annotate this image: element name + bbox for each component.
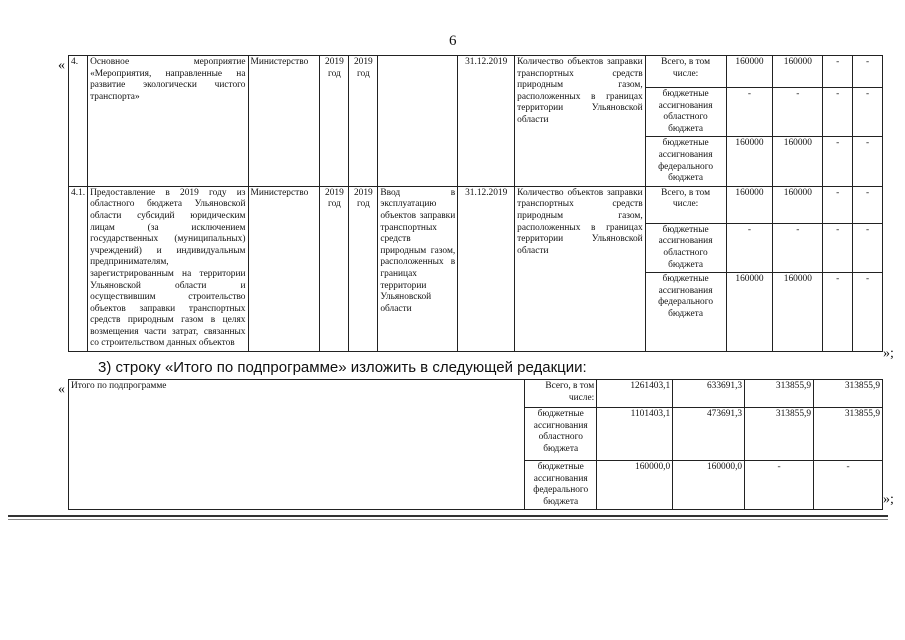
- opening-quote: «: [58, 382, 65, 397]
- fin-label: бюджетные ассигнования федерального бюджета: [525, 461, 597, 510]
- total-name: Итого по подпрограмме: [69, 380, 525, 510]
- fin-value: -: [773, 223, 823, 272]
- fin-value: -: [745, 461, 814, 510]
- start-year: 2019 год: [320, 186, 349, 351]
- fin-value: -: [823, 223, 853, 272]
- row-number: 4.1.: [69, 186, 88, 351]
- fin-value: 313855,9: [745, 408, 814, 461]
- fin-value: -: [726, 88, 773, 137]
- measure-name: Основное мероприятие «Мероприятия, направленные на развитие экологически чистого транспорта»: [88, 56, 248, 187]
- fin-value: 633691,3: [673, 380, 745, 408]
- fin-value: 1101403,1: [597, 408, 673, 461]
- page-divider: [8, 519, 888, 520]
- executor: Министерство: [248, 186, 320, 351]
- fin-value: 313855,9: [814, 408, 883, 461]
- fin-value: -: [823, 137, 853, 186]
- fin-value: -: [853, 186, 883, 223]
- fin-value: 313855,9: [745, 380, 814, 408]
- row-number: 4.: [69, 56, 88, 187]
- table-row: [69, 186, 883, 223]
- fin-value: 160000: [726, 56, 773, 88]
- fin-value: -: [853, 137, 883, 186]
- fin-label: Всего, в том числе:: [645, 186, 726, 223]
- executor: Министерство: [248, 56, 320, 187]
- table-row: [69, 380, 883, 408]
- fin-value: 160000: [773, 137, 823, 186]
- measures-table: [68, 55, 883, 352]
- fin-value: 160000: [773, 186, 823, 223]
- total-table: [68, 379, 883, 510]
- closing-quote: »;: [883, 492, 894, 507]
- closing-quote: »;: [883, 346, 894, 361]
- fin-value: 160000: [773, 56, 823, 88]
- table-row: [69, 56, 883, 88]
- fin-value: -: [814, 461, 883, 510]
- fin-value: 160000: [773, 273, 823, 352]
- fin-label: Всего, в том числе:: [645, 56, 726, 88]
- fin-value: 313855,9: [814, 380, 883, 408]
- fin-value: -: [823, 56, 853, 88]
- fin-label: бюджетные ассигнования областного бюджета: [525, 408, 597, 461]
- fin-value: 160000,0: [597, 461, 673, 510]
- opening-quote: «: [58, 58, 65, 73]
- fin-value: 160000: [726, 273, 773, 352]
- expected-result: [378, 56, 458, 187]
- end-year: 2019 год: [349, 186, 378, 351]
- fin-value: -: [853, 56, 883, 88]
- fin-value: 160000,0: [673, 461, 745, 510]
- section-heading: 3) строку «Итого по подпрограмме» изложить в следующей редакции:: [98, 359, 587, 376]
- fin-label: бюджетные ассигнования областного бюджета: [645, 223, 726, 272]
- fin-value: 473691,3: [673, 408, 745, 461]
- fin-value: -: [823, 88, 853, 137]
- fin-value: 160000: [726, 137, 773, 186]
- expected-result: Ввод в эксплуатацию объектов заправки транспортных средств природным газом, расположенных в границах территории Ульяновской области: [378, 186, 458, 351]
- deadline-date: 31.12.2019: [458, 186, 515, 351]
- page-divider: [8, 515, 888, 517]
- end-year: 2019 год: [349, 56, 378, 187]
- fin-label: Всего, в том числе:: [525, 380, 597, 408]
- page-number: 6: [449, 33, 457, 49]
- fin-label: бюджетные ассигнования областного бюджета: [645, 88, 726, 137]
- fin-value: -: [823, 273, 853, 352]
- fin-value: 1261403,1: [597, 380, 673, 408]
- fin-value: -: [853, 223, 883, 272]
- fin-label: бюджетные ассигнования федерального бюджета: [645, 273, 726, 352]
- indicator: Количество объектов заправки транспортных средств природным газом, расположенных в границах территории Ульяновской области: [515, 186, 646, 351]
- indicator: Количество объектов заправки транспортных средств природным газом, расположенных в границах территории Ульяновской области: [515, 56, 646, 187]
- fin-value: 160000: [726, 186, 773, 223]
- fin-value: -: [853, 88, 883, 137]
- fin-value: -: [823, 186, 853, 223]
- measure-name: Предоставление в 2019 году из областного бюджета Ульяновской области субсидий юридическим лицам (за исключением государственных (муниципальных) учреждений) и индивидуальным предпринимателям, зарегистрированным на территории Ульяновской области и осуществившим строительство объектов заправки транспортных средств природным газом в целях возмещения части затрат, связанных со строительством данных объектов: [88, 186, 248, 351]
- start-year: 2019 год: [320, 56, 349, 187]
- fin-value: -: [726, 223, 773, 272]
- fin-value: -: [853, 273, 883, 352]
- fin-value: -: [773, 88, 823, 137]
- deadline-date: 31.12.2019: [458, 56, 515, 187]
- fin-label: бюджетные ассигнования федерального бюджета: [645, 137, 726, 186]
